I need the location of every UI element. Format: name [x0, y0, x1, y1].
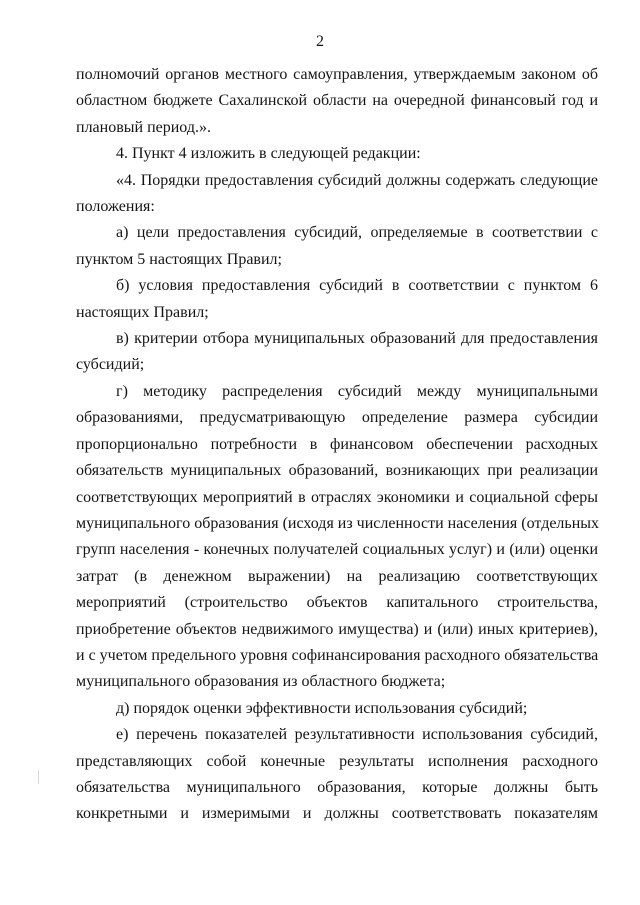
text-line: муниципального образования из областного бюджета;	[76, 673, 446, 691]
text-line: в) критерии отбора муниципальных образований для предоставления	[116, 330, 598, 348]
text-line: и с учетом предельного уровня софинансирования расходного обязательства	[76, 646, 599, 664]
text-line: обязательства муниципального образования, которые должны быть	[76, 778, 598, 796]
text-line: г) методику распределения субсидий между муниципальными	[116, 382, 598, 400]
text-line: затрат (в денежном выражении) на реализацию соответствующих	[76, 567, 598, 585]
text-line: плановый период.».	[76, 118, 211, 136]
page-number: 2	[316, 33, 324, 50]
document-body	[76, 62, 598, 828]
scan-artifact	[38, 770, 39, 784]
text-line: пунктом 5 настоящих Правил;	[76, 250, 282, 268]
text-line: мероприятий (строительство объектов капитального строительства,	[76, 594, 598, 612]
text-line: а) цели предоставления субсидий, определяемые в соответствии с	[116, 224, 598, 242]
text-line: положения:	[76, 198, 155, 216]
text-line: групп населения - конечных получателей социальных услуг) и (или) оценки	[76, 541, 598, 559]
text-line: полномочий органов местного самоуправления, утверждаемым законом об	[76, 66, 598, 83]
text-line: «4. Порядки предоставления субсидий должны содержать следующие	[116, 171, 598, 189]
text-line: представляющих собой конечные результаты исполнения расходного	[76, 752, 598, 770]
text-line: 4. Пункт 4 изложить в следующей редакции:	[116, 145, 421, 163]
text-line: субсидий;	[76, 356, 145, 374]
text-line: образованиями, предусматривающую определение размера субсидии	[76, 409, 598, 427]
text-line: конкретными и измеримыми и должны соответствовать показателям	[76, 805, 598, 823]
text-line: обязательств муниципальных образований, возникающих при реализации	[76, 462, 598, 480]
text-line: соответствующих мероприятий в отраслях экономики и социальной сферы	[76, 488, 598, 506]
text-line: областном бюджете Сахалинской области на очередной финансовый год и	[76, 92, 598, 110]
text-line: б) условия предоставления субсидий в соответствии с пунктом 6	[116, 277, 598, 295]
text-line: приобретение объектов недвижимого имущества) и (или) иных критериев),	[76, 620, 598, 638]
text-line: муниципального образования (исходя из численности населения (отдельных	[76, 514, 600, 532]
text-line: пропорционально потребности в финансовом обеспечении расходных	[76, 435, 598, 453]
text-line: д) порядок оценки эффективности использования субсидий;	[116, 699, 528, 717]
text-line: настоящих Правил;	[76, 303, 209, 321]
text-line: е) перечень показателей результативности использования субсидий,	[116, 726, 598, 744]
